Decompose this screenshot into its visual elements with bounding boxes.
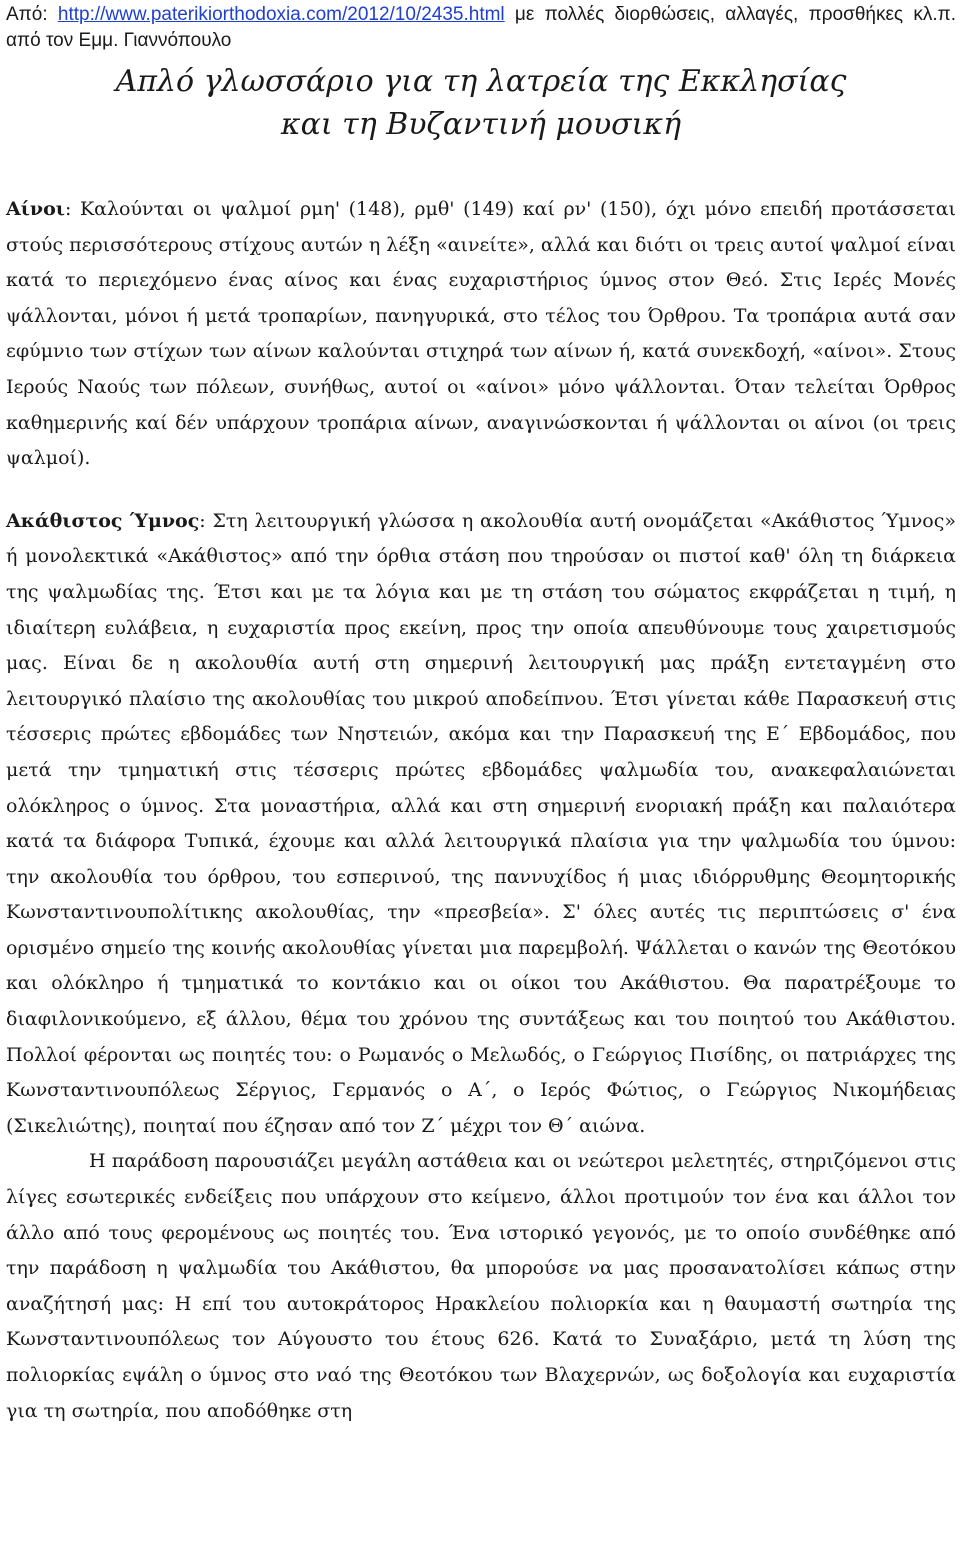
- document-page: [6, 2, 956, 1429]
- document-title: [6, 60, 956, 146]
- source-prefix: Από:: [6, 4, 58, 25]
- entry-term: Αίνοι: [6, 198, 65, 220]
- title-line-1: Απλό γλωσσάριο για τη λατρεία της Εκκλησίας: [115, 64, 847, 99]
- entry-text: : Καλούνται οι ψαλμοί ρμη' (148), ρμθ' (149) καί ρν' (150), όχι μόνο επειδή προτάσσεται στούς περισσότερους στίχους αυτών η λέξη «αινείτε», αλλά και διότι οι τρεις αυτοί ψαλμοί είναι κατά το περιεχόμενο ένας αίνος και ένας ευχαριστήριος ύμνος στον Θεό. Στις Ιερές Μονές ψάλλονται, μόνοι ή μετά τροπαρίων, πανηγυρικά, στο τέλος του Όρθρου. Τα τροπάρια αυτά σαν εφύμνιο των στίχων των αίνων καλούνται στιχηρά των αίνων ή, κατά συνεκδοχή, «αίνοι». Στους Ιερούς Ναούς των πόλεων, συνήθως, αυτοί οι «αίνοι» μόνο ψάλλονται. Όταν τελείται Όρθρος καθημερινής καί δέν υπάρχουν τροπάρια αίνων, αναγινώσκονται ή ψάλλονται οι αίνοι (οι τρεις ψαλμοί).: [6, 198, 956, 470]
- title-line-2: και τη Βυζαντινή μουσική: [280, 107, 682, 142]
- source-line: [6, 2, 956, 54]
- entry-text: : Στη λειτουργική γλώσσα η ακολουθία αυτή ονομάζεται «Ακάθιστος Ύμνος» ή μονολεκτικά «Ακάθιστος» από την όρθια στάση που τηρούσαν οι πιστοί καθ' όλη τη διάρκεια της ψαλμωδίας της. Έτσι και με τα λόγια και με τη στάση του σώματος εκφράζεται η τιμή, η ιδιαίτερη ευλάβεια, η ευχαριστία προς εκείνη, προς την οποία απευθύνουμε τους χαιρετισμούς μας. Είναι δε η ακολουθία αυτή στη σημερινή λειτουργική μας πράξη εντεταγμένη στο λειτουργικό πλαίσιο της ακολουθίας του μικρού αποδείπνου. Έτσι γίνεται κάθε Παρασκευή στις τέσσερις πρώτες εβδομάδες των Νηστειών, ακόμα και την Παρασκευή της Ε΄ Εβδομάδος, που μετά την τμηματική στις τέσσερις πρώτες εβδομάδες ψαλμωδία του, ανακεφαλαιώνεται ολόκληρος ο ύμνος. Στα μοναστήρια, αλλά και στη σημερινή ενοριακή πράξη και παλαιότερα κατά τα διάφορα Τυπικά, έχουμε και αλλά λειτουργικά πλαίσια για την ψαλμωδία του ύμνου: την ακολουθία του όρθρου, του εσπερινού, της παννυχίδος ή μιας ιδιόρρυθμης Θεομητορικής Κωνσταντινουπολίτικης ακολουθίας, την «πρεσβεία». Σ' όλες αυτές τις περιπτώσεις σ' ένα ορισμένο σημείο της κοινής ακολουθίας γίνεται μια παρεμβολή. Ψάλλεται ο κανών της Θεοτόκου και ολόκληρο ή τμηματικά το κοντάκιο και οι οίκοι του Ακάθιστου. Θα παρατρέξουμε το διαφιλονικούμενο, εξ άλλου, θέμα του χρόνου της συντάξεως και του ποιητού του Ακάθιστου. Πολλοί φέρονται ως ποιητές του: ο Ρωμανός ο Μελωδός, ο Γεώργιος Πισίδης, οι πατριάρχες της Κωνσταντινουπόλεως Σέργιος, Γερμανός ο Α΄, ο Ιερός Φώτιος, ο Γεώργιος Νικομήδειας (Σικελιώτης), ποιηταί που έζησαν από τον Ζ΄ μέχρι τον Θ΄ αιώνα.: [6, 509, 956, 1137]
- entry-term: Ακάθιστος Ύμνος: [6, 509, 200, 532]
- entry-akathistos: [6, 504, 956, 1145]
- paragraph-text: Η παράδοση παρουσιάζει μεγάλη αστάθεια και οι νεώτεροι μελετητές, στηριζόμενοι στις λίγες εσωτερικές ενδείξεις που υπάρχουν στο κείμενο, άλλοι προτιμούν τον ένα και άλλοι τον άλλο από τους φερομένους ως ποιητές του. Ένα ιστορικό γεγονός, με το οποίο συνδέθηκε από την παράδοση η ψαλμωδία του Ακάθιστου, θα μπορούσε να μας προσανατολίσει κάπως στην αναζήτησή μας: Η επί του αυτοκράτορος Ηρακλείου πολιορκία και η θαυμαστή σωτηρία της Κωνσταντινουπόλεως τον Αύγουστο του έτους 626. Κατά το Συναξάριο, μετά τη λύση της πολιορκίας εψάλη ο ύμνος στο ναό της Θεοτόκου των Βλαχερνών, ως δοξολογία και ευχαριστία για τη σωτηρία, που αποδόθηκε στη: [6, 1150, 956, 1422]
- paragraph-tradition: [6, 1144, 956, 1429]
- source-link[interactable]: http://www.paterikiorthodoxia.com/2012/10/2435.html: [57, 4, 505, 25]
- source-suffix: με πολλές διορθώσεις, αλλαγές, προσθήκες κλ.π. από τον Εμμ. Γιαννόπουλο: [6, 4, 957, 51]
- entry-ainoi: [6, 192, 956, 477]
